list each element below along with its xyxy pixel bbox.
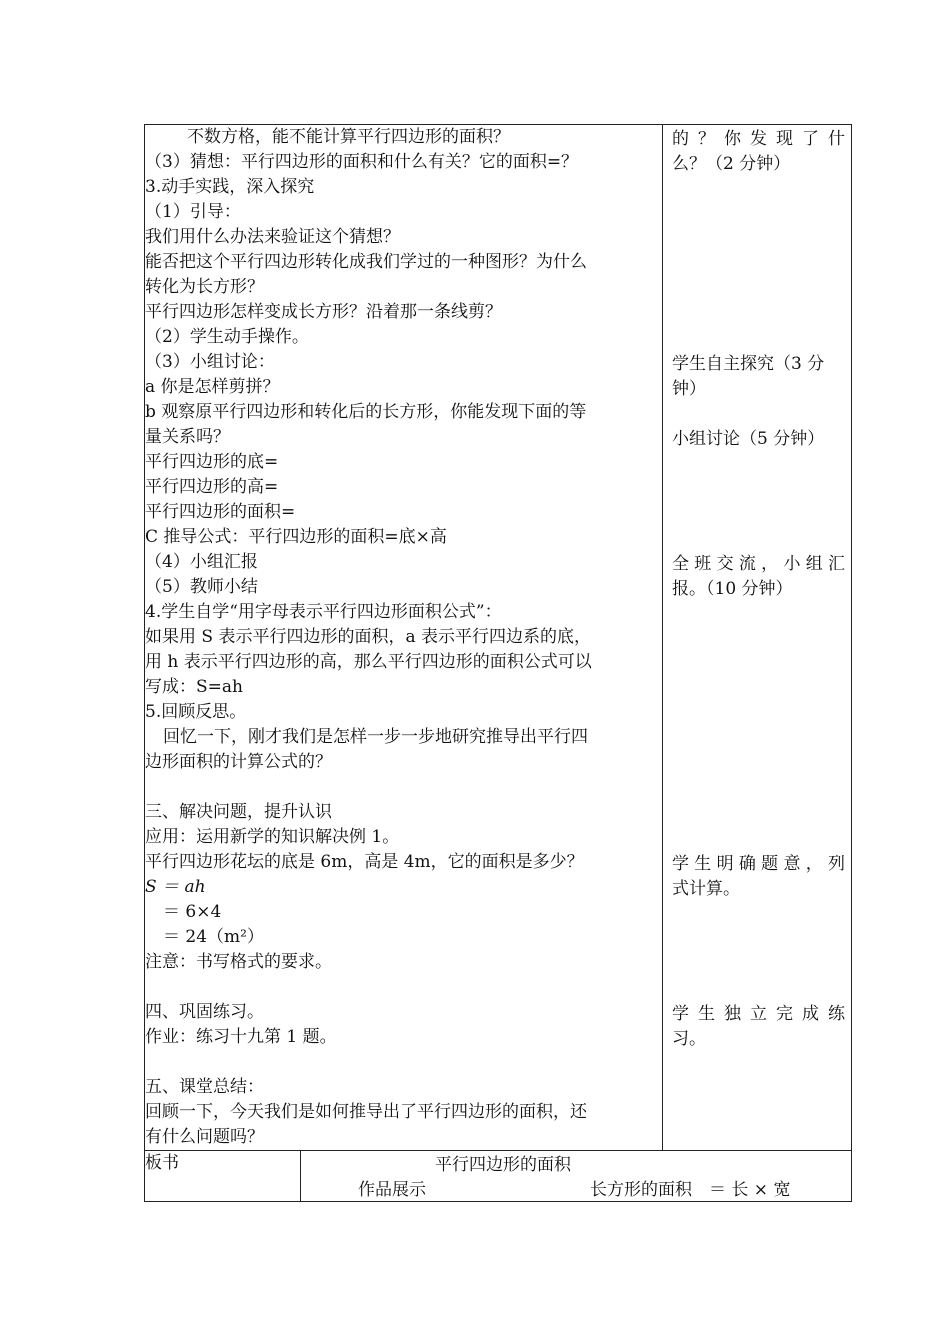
text-line: C 推导公式：平行四边形的面积=底×高 — [145, 527, 447, 547]
blank-line — [145, 975, 662, 1000]
note-line: 习。 — [672, 1029, 707, 1049]
text-line: 平行四边形的高= — [145, 477, 279, 497]
text-line: 我们用什么办法来验证这个猜想？ — [145, 227, 400, 247]
text-line: b 观察原平行四边形和转化后的长方形，你能发现下面的等 — [145, 402, 587, 422]
text-line: （3）猜想：平行四边形的面积和什么有关？它的面积=？ — [145, 152, 579, 172]
text-line: 4.学生自学“用字母表示平行四边形面积公式”： — [145, 602, 502, 622]
note-line: 全班交流，小组汇 — [672, 554, 846, 574]
text-line: a 你是怎样剪拼？ — [145, 377, 280, 397]
text-line: 不数方格，能不能计算平行四边形的面积？ — [187, 127, 510, 147]
note-line: 学生自主探究（3 分 — [672, 354, 825, 374]
note-line: 钟） — [672, 379, 707, 399]
section-heading: 五、课堂总结： — [145, 1077, 264, 1097]
note-line: 么？（2 分钟） — [672, 154, 791, 174]
text-line: 作业：练习十九第 1 题。 — [145, 1027, 337, 1047]
text-line: 能否把这个平行四边形转化成我们学过的一种图形？为什么 — [145, 252, 587, 272]
text-line: （3）小组讨论： — [145, 352, 275, 372]
blackboard-formula: 长方形的面积 ＝ 长 × 宽 — [590, 1180, 791, 1200]
formula-line: S ＝ ah — [145, 877, 206, 897]
teaching-process-cell — [145, 125, 663, 1151]
design-intent-cell — [663, 125, 852, 1151]
blackboard-cell — [301, 1151, 852, 1202]
note-line: 小组讨论（5 分钟） — [672, 429, 825, 449]
section-heading: 三、解决问题，提升认识 — [145, 802, 332, 822]
content-row — [145, 125, 852, 1151]
text-line: 平行四边形的底= — [145, 452, 279, 472]
formula-line: ＝ 6×4 — [163, 902, 222, 922]
blackboard-row — [145, 1151, 852, 1202]
text-line: 转化为长方形？ — [145, 277, 264, 297]
note-line: 报。（10 分钟） — [672, 579, 793, 599]
text-line: 写成：S=ah — [145, 677, 243, 697]
lesson-plan-table — [144, 124, 852, 1202]
text-line: 平行四边形怎样变成长方形？沿着那一条线剪？ — [145, 302, 502, 322]
text-line: 用 h 表示平行四边形的高，那么平行四边形的面积公式可以 — [145, 652, 592, 672]
section-heading: 四、巩固练习。 — [145, 1002, 264, 1022]
text-line: 3.动手实践，深入探究 — [145, 177, 315, 197]
blackboard-content — [301, 1151, 851, 1201]
text-line: 量关系吗？ — [145, 427, 230, 447]
text-line: 5.回顾反思。 — [145, 702, 247, 722]
text-line: 注意：书写格式的要求。 — [145, 952, 332, 972]
text-line: 边形面积的计算公式的？ — [145, 752, 332, 772]
text-line: 回顾一下，今天我们是如何推导出了平行四边形的面积，还 — [145, 1102, 587, 1122]
text-line: 平行四边形花坛的底是 6m，高是 4m，它的面积是多少？ — [145, 852, 584, 872]
text-line: 应用：运用新学的知识解决例 1。 — [145, 827, 400, 847]
text-line: 回忆一下，刚才我们是怎样一步一步地研究推导出平行四 — [163, 727, 588, 747]
text-line: （2）学生动手操作。 — [145, 327, 309, 347]
note-line: 学 生 独 立 完 成 练 — [672, 1004, 846, 1024]
text-line: 平行四边形的面积= — [145, 502, 296, 522]
text-line: 如果用 S 表示平行四边形的面积，a 表示平行四边系的底， — [145, 627, 591, 647]
text-line: （5）教师小结 — [145, 577, 258, 597]
note-line: 的 ？ 你 发 现 了 什 — [672, 129, 846, 149]
note-line: 式计算。 — [672, 879, 741, 899]
blackboard-title: 平行四边形的面积 — [435, 1155, 571, 1175]
blank-line — [145, 775, 662, 800]
text-line: （1）引导： — [145, 202, 241, 222]
formula-line: ＝ 24（m²） — [163, 927, 264, 947]
blank-line — [145, 1050, 662, 1075]
text-line: （4）小组汇报 — [145, 552, 258, 572]
text-line: 有什么问题吗？ — [145, 1127, 264, 1147]
blackboard-label: 板书 — [145, 1151, 301, 1202]
note-line: 学生明确题意，列 — [672, 854, 846, 874]
blackboard-left-text: 作品展示 — [358, 1180, 426, 1200]
